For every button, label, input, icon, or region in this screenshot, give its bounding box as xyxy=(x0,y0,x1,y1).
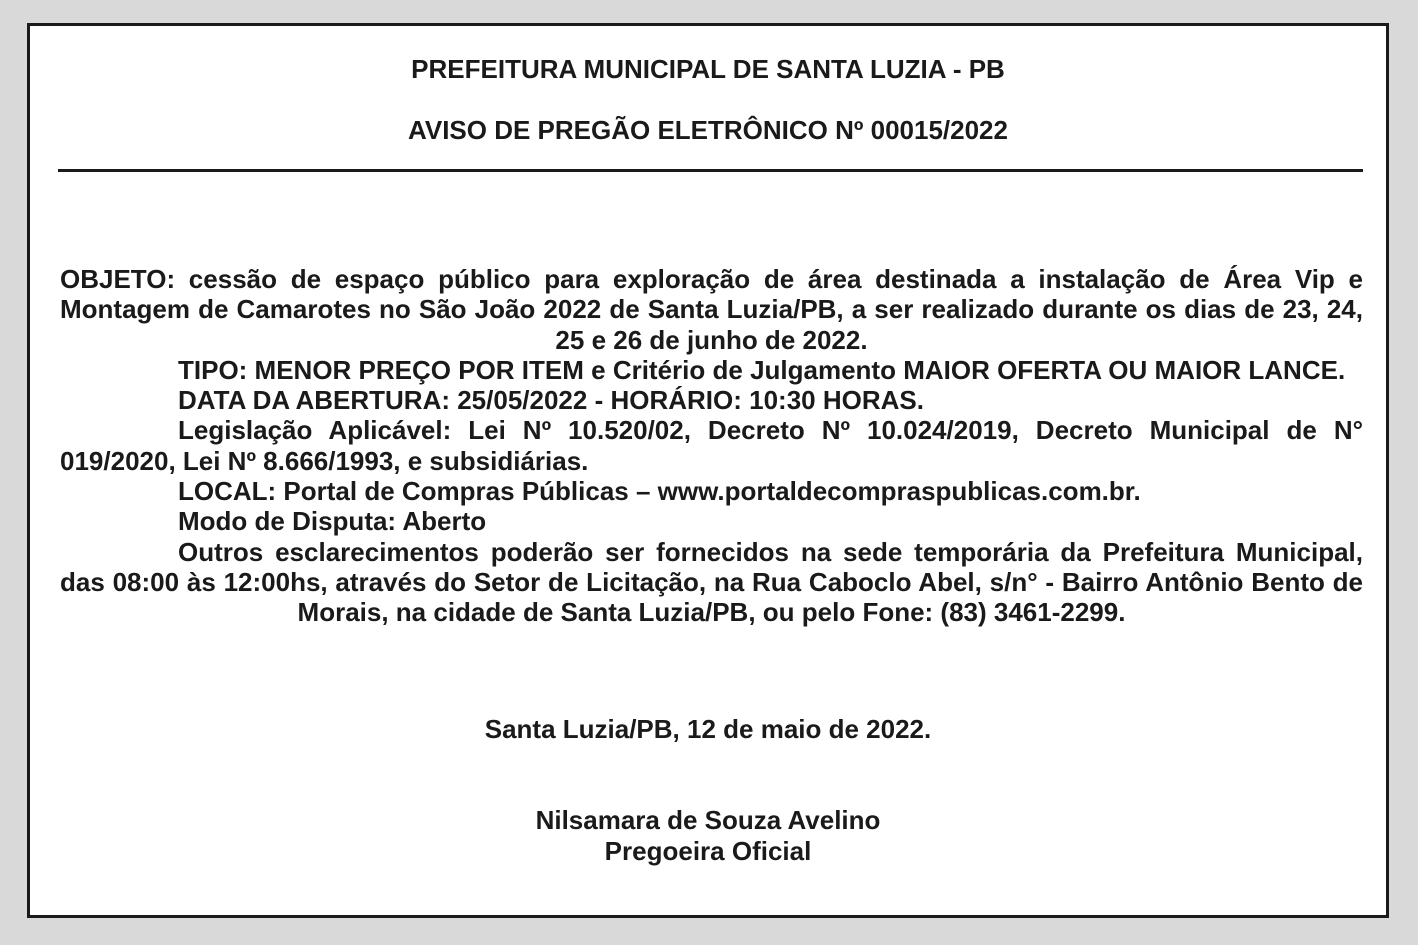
header-divider xyxy=(58,169,1363,172)
notice-body xyxy=(60,264,1363,628)
notice-box xyxy=(27,23,1389,918)
esclarecimentos-paragraph: Outros esclarecimentos poderão ser fornecidos na sede temporária da Prefeitura Municipal, das 08:00 às 12:00hs, através do Setor de Licitação, na Rua Caboclo Abel, s/n° - Bairro Antônio Bento de Morais, na cidade de Santa Luzia/PB, ou pelo Fone: (83) 3461-2299. xyxy=(60,536,1363,628)
data-abertura-paragraph: DATA DA ABERTURA: 25/05/2022 - HORÁRIO: 10:30 HORAS. xyxy=(178,385,924,416)
place-date: Santa Luzia/PB, 12 de maio de 2022. xyxy=(484,714,932,744)
notice-title: AVISO DE PREGÃO ELETRÔNICO Nº 00015/2022 xyxy=(408,115,1008,145)
tipo-paragraph: TIPO: MENOR PREÇO POR ITEM e Critério de Julgamento MAIOR OFERTA OU MAIOR LANCE. xyxy=(178,354,1346,385)
signature-block xyxy=(30,805,1386,866)
objeto-paragraph: OBJETO: cessão de espaço público para exploração de área destinada a instalação de Área Vip e Montagem de Camarotes no São João 2022 de Santa Luzia/PB, a ser realizado durante os dias de 23, 24, 25 e 26 de junho de 2022. xyxy=(60,264,1363,355)
signer-role: Pregoeira Oficial xyxy=(604,835,812,866)
local-paragraph: LOCAL: Portal de Compras Públicas – www.portaldecompraspublicas.com.br. xyxy=(178,476,1141,507)
legislacao-paragraph: Legislação Aplicável: Lei Nº 10.520/02, Decreto Nº 10.024/2019, Decreto Municipal de N° 019/2020, Lei Nº 8.666/1993, e subsidiárias. xyxy=(60,415,1363,476)
issuer-heading: PREFEITURA MUNICIPAL DE SANTA LUZIA - PB xyxy=(411,54,1005,84)
modo-disputa-paragraph: Modo de Disputa: Aberto xyxy=(178,506,487,537)
signer-name: Nilsamara de Souza Avelino xyxy=(535,805,881,835)
